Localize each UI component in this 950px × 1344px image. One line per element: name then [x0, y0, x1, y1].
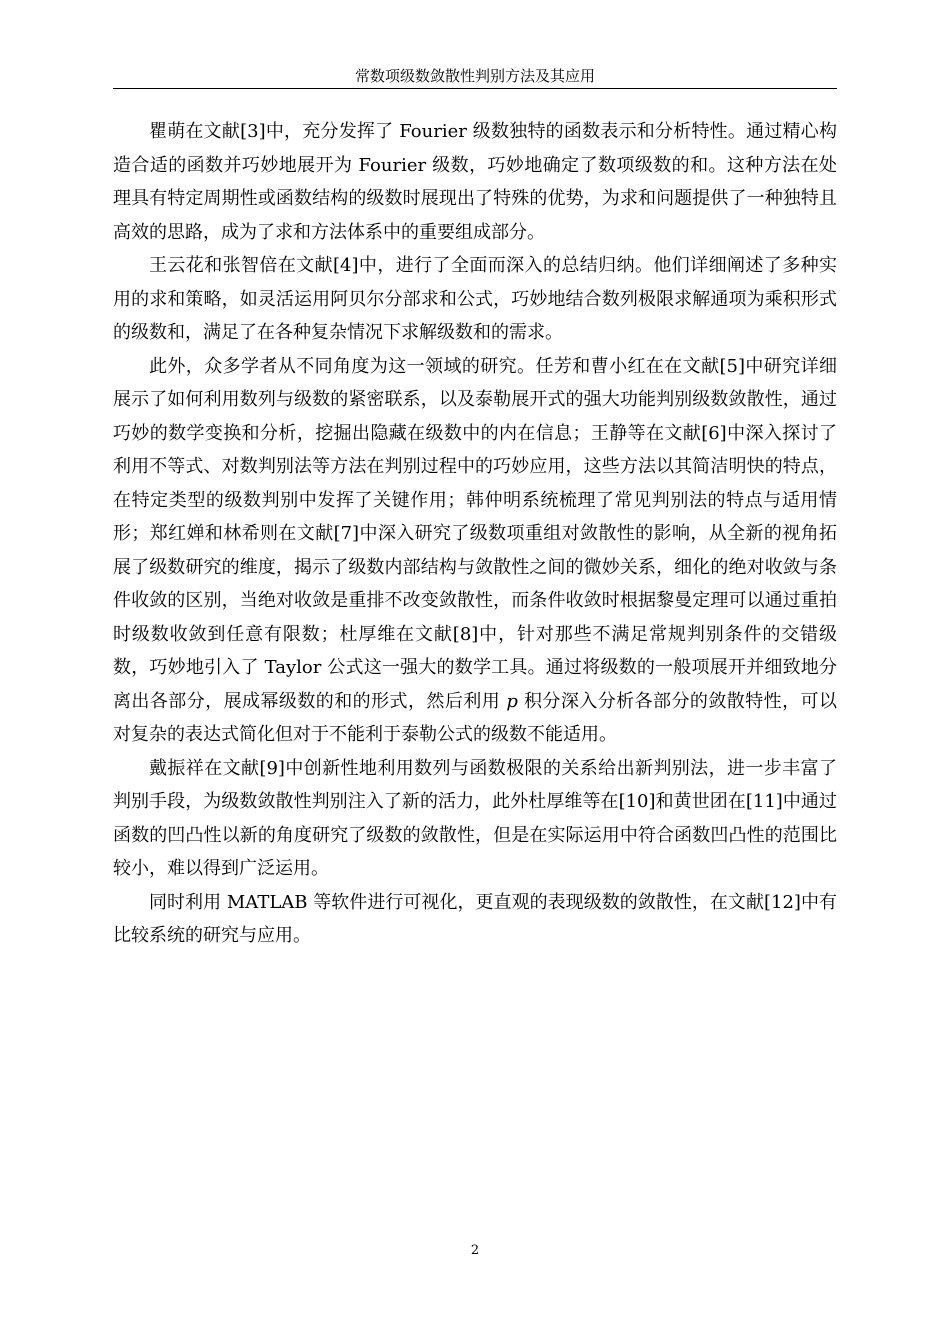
paragraph-3 — [113, 350, 837, 752]
header-rule — [113, 88, 837, 89]
paragraph-1: 瞿萌在文献[3]中，充分发挥了 Fourier 级数独特的函数表示和分析特性。通过精心构造合适的函数并巧妙地展开为 Fourier 级数，巧妙地确定了数项级数的和。这种方法在处理具有特定周期性或函数结构的级数时展现出了特殊的优势，为求和问题提供了一种独特且高效的思路，成为了求和方法体系中的重要组成部分。 — [113, 121, 837, 243]
paragraph-3-text-before: 此外，众多学者从不同角度为这一领域的研究。任芳和曹小红在在文献[5]中研究详细展示了如何利用数列与级数的紧密联系，以及泰勒展开式的强大功能判别级数敛散性，通过巧妙的数学变换和分析，挖掘出隐藏在级数中的内在信息；王静等在文献[6]中深入探讨了利用不等式、对数判别法等方法在判别过程中的巧妙应用，这些方法以其简洁明快的特点，在特定类型的级数判别中发挥了关键作用；韩仲明系统梳理了常见判别法的特点与适用情形；郑红婵和林希则在文献[7]中深入研究了级数项重组对敛散性的影响，从全新的视角拓展了级数研究的维度，揭示了级数内部结构与敛散性之间的微妙关系，细化的绝对收敛与条件收敛的区别，当绝对收敛是重排不改变敛散性，而条件收敛时根据黎曼定理可以通过重拍时级数收敛到任意有限数；杜厚维在文献[8]中，针对那些不满足常规判别条件的交错级数，巧妙地引入了 Taylor 公式这一强大的数学工具。通过将级数的一般项展开并细致地分离出各部分，展成幂级数的和的形式，然后利用 — [113, 355, 837, 712]
running-header: 常数项级数敛散性判别方法及其应用 — [354, 67, 595, 85]
page-number: 2 — [470, 1243, 480, 1258]
body-text — [113, 115, 837, 953]
paragraph-4: 戴振祥在文献[9]中创新性地利用数列与函数极限的关系给出新判别法，进一步丰富了判别手段，为级数敛散性判别注入了新的活力，此外杜厚维等在[10]和黄世团在[11]中通过函数的凹凸性以新的角度研究了级数的敛散性，但是在实际运用中符合函数凹凸性的范围比较小，难以得到广泛运用。 — [113, 757, 837, 879]
paragraph-2: 王云花和张智倍在文献[4]中，进行了全面而深入的总结归纳。他们详细阐述了多种实用的求和策略，如灵活运用阿贝尔分部求和公式，巧妙地结合数列极限求解通项为乘积形式的级数和，满足了在各种复杂情况下求解级数和的需求。 — [113, 255, 837, 343]
paragraph-5: 同时利用 MATLAB 等软件进行可视化，更直观的表现级数的敛散性，在文献[12]中有比较系统的研究与应用。 — [113, 891, 837, 946]
paragraph-3-text-after: 积分深入分析各部分的敛散特性，可以对复杂的表达式简化但对于不能利于泰勒公式的级数不能适用。 — [113, 690, 837, 745]
math-symbol-p: p — [506, 690, 518, 712]
